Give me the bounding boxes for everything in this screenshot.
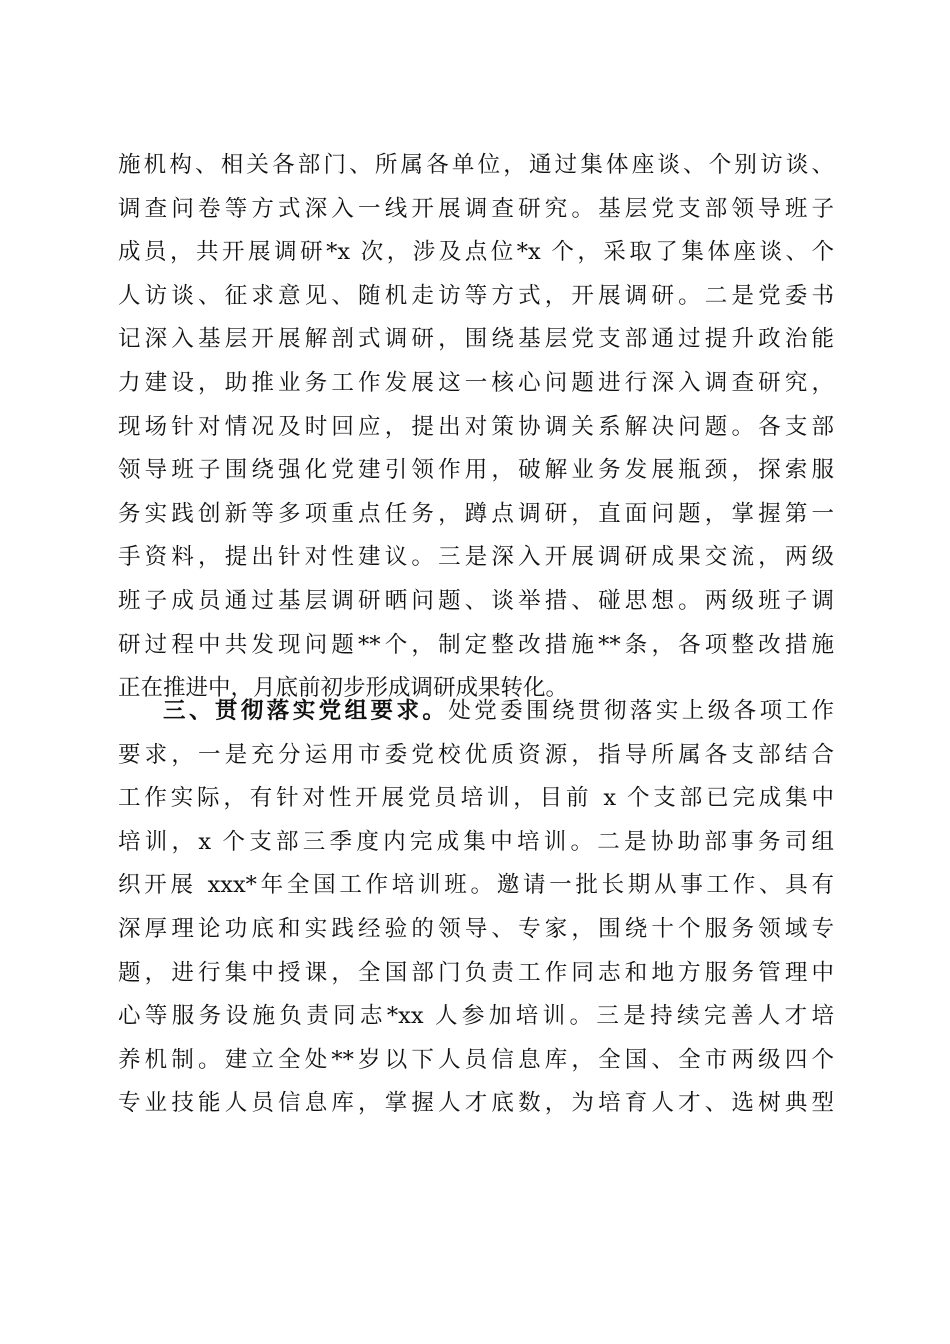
paragraph-line: 深厚理论功底和实践经验的领导、专家，围绕十个服务领域专 (118, 915, 834, 942)
paragraph-line: 正在推进中，月底前初步形成调研成果转化。 (118, 675, 569, 702)
paragraph-line: 养机制。建立全处**岁以下人员信息库，全国、全市两级四个 (118, 1046, 834, 1073)
paragraph-line: 培训，x 个支部三季度内完成集中培训。二是协助部事务司组 (118, 828, 834, 855)
paragraph-line-text: 处党委围绕贯彻落实上级各项工作 (448, 698, 834, 724)
paragraph-line: 务实践创新等多项重点任务，蹲点调研，直面问题，掌握第一 (118, 500, 834, 527)
paragraph-line: 施机构、相关各部门、所属各单位，通过集体座谈、个别访谈、 (118, 152, 834, 178)
paragraph-line: 工作实际，有针对性开展党员培训，目前 x 个支部已完成集中 (118, 785, 834, 812)
paragraph-line: 力建设，助推业务工作发展这一核心问题进行深入调查研究， (118, 369, 834, 396)
paragraph-line: 成员，共开展调研*x 次，涉及点位*x 个，采取了集体座谈、个 (118, 239, 834, 266)
paragraph-line: 记深入基层开展解剖式调研，围绕基层党支部通过提升政治能 (118, 326, 834, 353)
paragraph-line: 手资料，提出针对性建议。三是深入开展调研成果交流，两级 (118, 544, 834, 571)
paragraph-line: 要求，一是充分运用市委党校优质资源，指导所属各支部结合 (118, 741, 834, 768)
paragraph-line: 题，进行集中授课，全国部门负责工作同志和地方服务管理中 (118, 959, 834, 986)
paragraph-line: 调查问卷等方式深入一线开展调查研究。基层党支部领导班子 (118, 195, 834, 222)
paragraph-line: 织开展 xxx*年全国工作培训班。邀请一批长期从事工作、具有 (118, 872, 834, 899)
section-heading: 三、贯彻落实党组要求。 (163, 698, 449, 724)
paragraph-line: 现场针对情况及时回应，提出对策协调关系解决问题。各支部 (118, 413, 834, 440)
paragraph-line: 专业技能人员信息库，掌握人才底数，为培育人才、选树典型 (118, 1090, 834, 1117)
paragraph-implementation (118, 690, 834, 1126)
paragraph-line: 班子成员通过基层调研晒问题、谈举措、碰思想。两级班子调 (118, 587, 834, 614)
paragraph-line: 领导班子围绕强化党建引领作用，破解业务发展瓶颈，探索服 (118, 457, 834, 484)
paragraph-line: 研过程中共发现问题**个，制定整改措施**条，各项整改措施 (118, 631, 834, 658)
paragraph-first-line (118, 690, 834, 734)
paragraph-line: 心等服务设施负责同志*xx 人参加培训。三是持续完善人才培 (118, 1003, 834, 1030)
paragraph-line: 人访谈、征求意见、随机走访等方式，开展调研。二是党委书 (118, 282, 834, 309)
paragraph-research (118, 144, 834, 711)
